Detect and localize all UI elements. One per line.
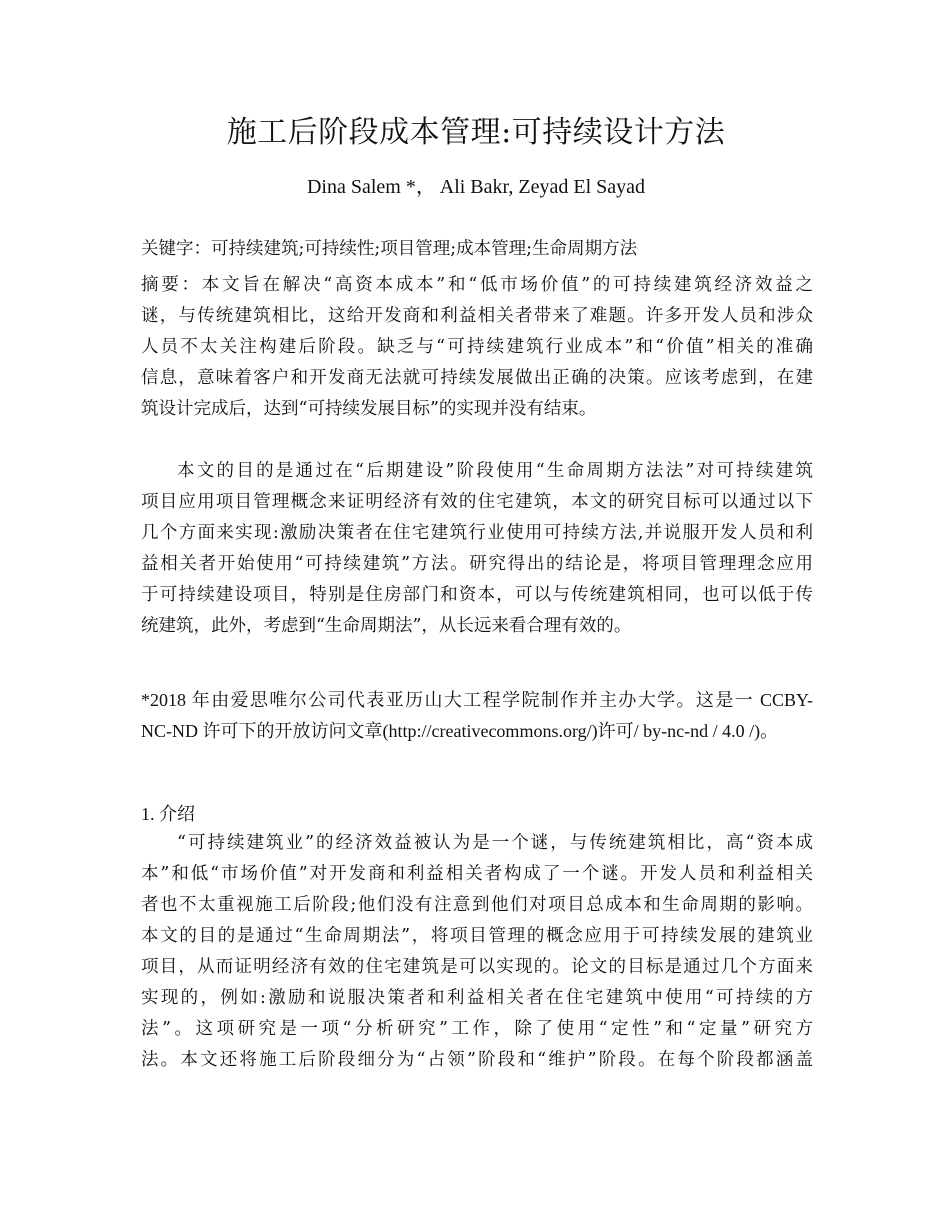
intro-line: 本文的目的是通过“生命周期法”，将项目管理的概念应用于可持续发展的建筑业 <box>141 926 813 946</box>
intro-line: “可持续建筑业”的经济效益被认为是一个谜，与传统建筑相比，高“资本成 <box>177 833 813 853</box>
intro-line: 项目，从而证明经济有效的住宅建筑是可以实现的。论文的目标是通过几个方面来 <box>141 957 813 977</box>
abstract-second-paragraph <box>141 456 813 642</box>
keywords-line <box>141 234 813 265</box>
paragraph-line: 统建筑，此外，考虑到“生命周期法”，从长远来看合理有效的。 <box>141 616 632 636</box>
abstract-line: 摘要：本文旨在解决“高资本成本”和“低市场价值”的可持续建筑经济效益之 <box>141 275 813 295</box>
introduction-paragraph <box>141 828 813 1076</box>
abstract-paragraph <box>141 270 813 425</box>
abstract-line: 人员不太关注构建后阶段。缺乏与“可持续建筑行业成本”和“价值”相关的准确 <box>141 337 813 357</box>
footnote-line: *2018 年由爱思唯尔公司代表亚历山大工程学院制作并主办大学。这是一 CCBY- <box>141 690 813 710</box>
paragraph-line: 于可持续建设项目，特别是住房部门和资本，可以与传统建筑相同，也可以低于传 <box>141 585 813 605</box>
intro-line: 实现的，例如:激励和说服决策者和利益相关者在住宅建筑中使用“可持续的方 <box>141 988 813 1008</box>
section-heading-text: 1. 介绍 <box>141 804 195 824</box>
intro-line: 法”。这项研究是一项“分析研究”工作，除了使用“定性”和“定量”研究方 <box>141 1019 813 1039</box>
abstract-line: 信息，意味着客户和开发商无法就可持续发展做出正确的决策。应该考虑到，在建 <box>141 368 813 388</box>
paragraph-line: 项目应用项目管理概念来证明经济有效的住宅建筑，本文的研究目标可以通过以下 <box>141 492 813 512</box>
intro-line: 本”和低“市场价值”对开发商和利益相关者构成了一个谜。开发人员和利益相关 <box>141 864 813 884</box>
footnote-line: NC-ND 许可下的开放访问文章(http://creativecommons.org/)许可/ by-nc-nd / 4.0 /)。 <box>141 721 779 741</box>
paragraph-line: 几个方面来实现:激励决策者在住宅建筑行业使用可持续方法,并说服开发人员和利 <box>141 523 813 543</box>
license-footnote <box>141 685 813 747</box>
author-list: Dina Salem *， Ali Bakr, Zeyad El Sayad <box>306 176 646 198</box>
abstract-line: 谜，与传统建筑相比，这给开发商和利益相关者带来了难题。许多开发人员和涉众 <box>141 306 813 326</box>
paper-title: 施工后阶段成本管理:可持续设计方法 <box>226 115 726 150</box>
section-heading <box>141 799 813 830</box>
abstract-line: 筑设计完成后，达到“可持续发展目标”的实现并没有结束。 <box>141 399 597 419</box>
paragraph-line: 本文的目的是通过在“后期建设”阶段使用“生命周期方法法”对可持续建筑 <box>177 461 813 481</box>
keywords-text: 关键字：可持续建筑;可持续性;项目管理;成本管理;生命周期方法 <box>141 239 638 259</box>
paragraph-line: 益相关者开始使用“可持续建筑”方法。研究得出的结论是，将项目管理理念应用 <box>141 554 813 574</box>
intro-line: 法。本文还将施工后阶段细分为“占领”阶段和“维护”阶段。在每个阶段都涵盖 <box>141 1050 813 1070</box>
intro-line: 者也不太重视施工后阶段;他们没有注意到他们对项目总成本和生命周期的影响。 <box>141 895 813 915</box>
